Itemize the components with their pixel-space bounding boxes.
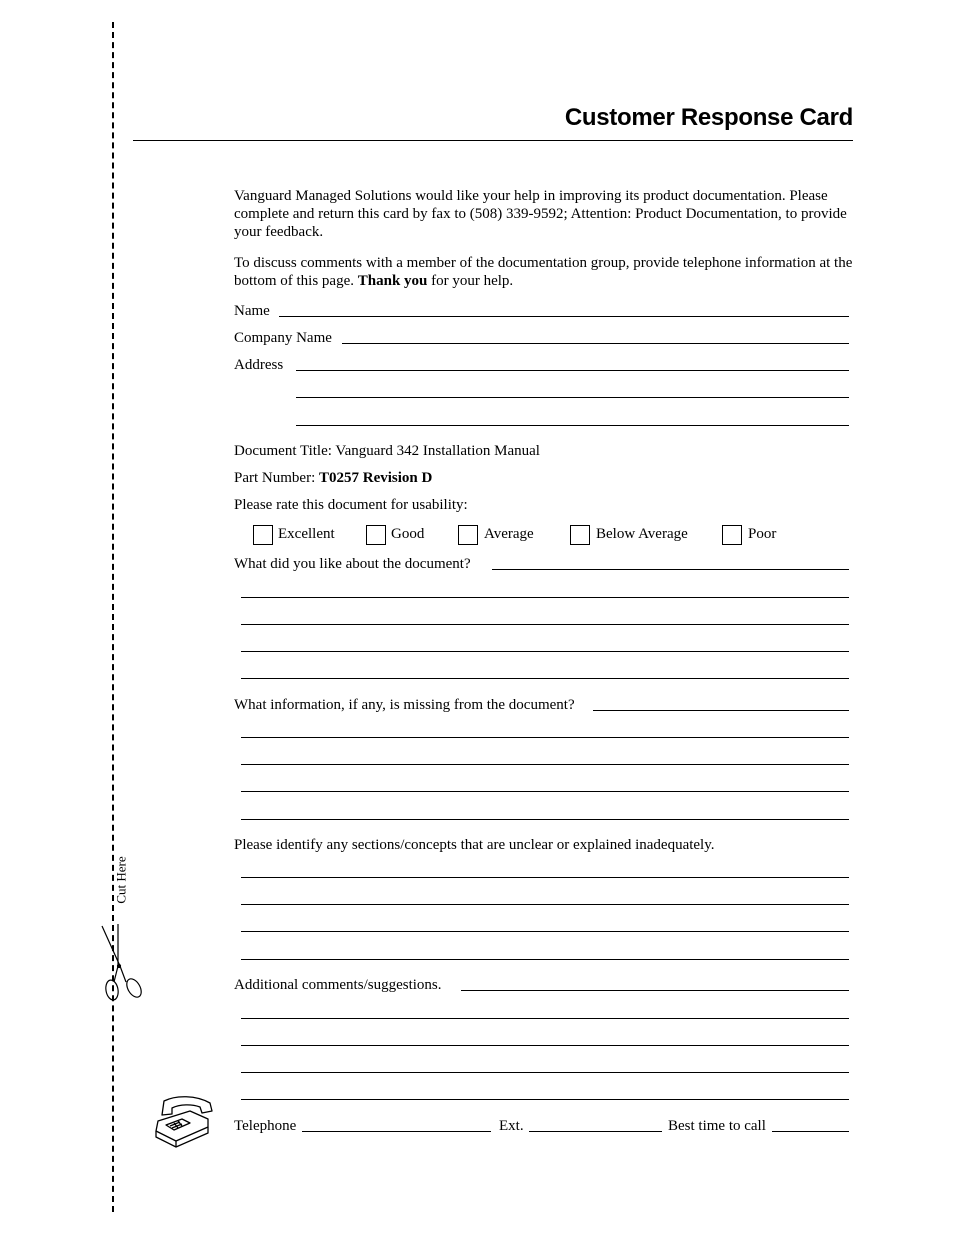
address-field-line-3[interactable] [296,425,849,426]
cut-line [112,22,114,1212]
name-label: Name [234,303,270,319]
intro-line-3: your feedback. [234,224,324,240]
additional-field-line-4[interactable] [241,1099,849,1100]
missing-field-line-4[interactable] [241,819,849,820]
liked-field-line-4[interactable] [241,678,849,679]
missing-field-line-2[interactable] [241,764,849,765]
document-title: Document Title: Vanguard 342 Installation Manual [234,443,540,459]
ext-field[interactable] [529,1131,662,1132]
liked-field-line-0[interactable] [492,569,849,570]
intro-line-1: Vanguard Managed Solutions would like your help in improving its product documentation. Please [234,188,828,204]
cut-here-label: Cut Here [113,856,129,904]
rating-label-excellent: Excellent [278,526,335,542]
best-time-field[interactable] [772,1131,849,1132]
unclear-field-line-4[interactable] [241,959,849,960]
liked-field-line-2[interactable] [241,624,849,625]
intro-line-5 [234,272,513,290]
rating-label-good: Good [391,526,425,542]
question-liked: What did you like about the document? [234,556,471,572]
name-field[interactable] [279,316,849,317]
missing-field-line-0[interactable] [593,710,849,711]
address-field-line-2[interactable] [296,397,849,398]
part-number-value: T0257 Revision D [318,470,433,486]
intro-line-5-pre: bottom of this page. [234,273,358,289]
company-label: Company Name [234,330,332,346]
question-unclear: Please identify any sections/concepts that are unclear or explained inadequately. [234,837,715,853]
company-field[interactable] [342,343,849,344]
rate-prompt: Please rate this document for usability: [234,497,468,513]
telephone-icon [150,1093,216,1149]
rating-label-poor: Poor [748,526,777,542]
intro-line-2: complete and return this card by fax to (508) 339-9592; Attention: Product Documentation, to provide [234,206,847,222]
address-label: Address [234,357,284,373]
scissors-icon [96,922,148,1002]
additional-field-line-1[interactable] [241,1018,849,1019]
checkbox-poor[interactable] [722,525,742,545]
intro-line-4: To discuss comments with a member of the documentation group, provide telephone information at the [234,255,853,271]
telephone-label: Telephone [234,1118,297,1134]
unclear-field-line-3[interactable] [241,931,849,932]
address-field-line-1[interactable] [296,370,849,371]
missing-field-line-3[interactable] [241,791,849,792]
unclear-field-line-1[interactable] [241,877,849,878]
checkbox-average[interactable] [458,525,478,545]
rating-label-average: Average [484,526,534,542]
telephone-field[interactable] [302,1131,491,1132]
additional-field-line-3[interactable] [241,1072,849,1073]
checkbox-below-average[interactable] [570,525,590,545]
additional-field-line-2[interactable] [241,1045,849,1046]
checkbox-excellent[interactable] [253,525,273,545]
rating-label-below-average: Below Average [596,526,688,542]
question-missing: What information, if any, is missing from the document? [234,697,575,713]
additional-field-line-0[interactable] [461,990,849,991]
thank-you-text: Thank you [357,273,428,289]
question-additional: Additional comments/suggestions. [234,977,442,993]
liked-field-line-1[interactable] [241,597,849,598]
checkbox-good[interactable] [366,525,386,545]
page-title: Customer Response Card [564,104,853,131]
missing-field-line-1[interactable] [241,737,849,738]
liked-field-line-3[interactable] [241,651,849,652]
ext-label: Ext. [499,1118,524,1134]
title-rule [133,140,853,141]
unclear-field-line-2[interactable] [241,904,849,905]
best-time-label: Best time to call [668,1118,766,1134]
part-number-label: Part Number: [234,470,319,486]
intro-line-5-post: for your help. [427,273,514,289]
part-number [234,469,432,487]
